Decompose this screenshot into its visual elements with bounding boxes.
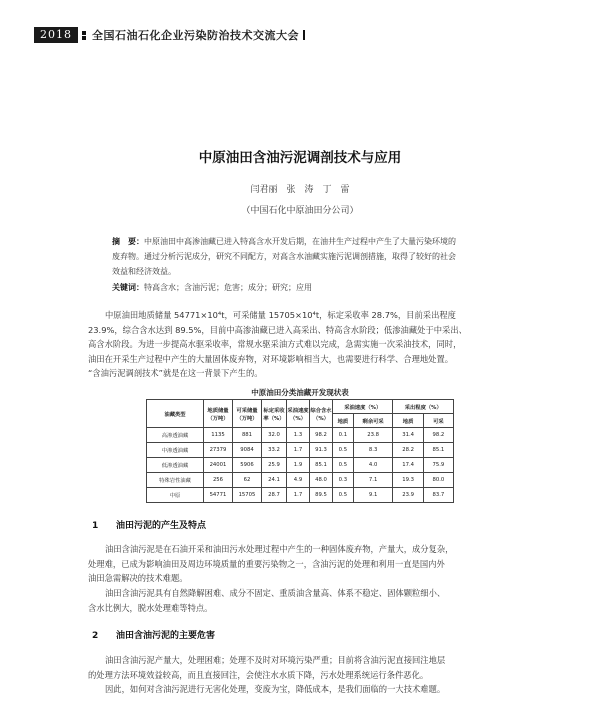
table-row bbox=[147, 428, 454, 443]
table-cell: 881 bbox=[233, 428, 262, 443]
table-cell: 27379 bbox=[204, 443, 233, 458]
page-header bbox=[34, 27, 305, 43]
table-cell: 7.1 bbox=[353, 473, 393, 488]
table-cell: 0.5 bbox=[333, 458, 354, 473]
text-line: 因此，如何对含油污泥进行无害化处理，变废为宝，降低成本，是我们面临的一大技术难题。 bbox=[105, 684, 446, 695]
text-line: 高含水阶段。为进一步提高水驱采收率，常规水驱采油方式难以完成，急需实施一次采油技术，同时， bbox=[88, 339, 462, 350]
header-squares-icon bbox=[82, 30, 86, 41]
table-cell: 0.1 bbox=[333, 428, 354, 443]
col-header: 标定采收率（%） bbox=[262, 400, 287, 428]
section-1-paragraph-1 bbox=[88, 542, 518, 586]
table-cell: 中原 bbox=[147, 488, 204, 503]
col-header: 综合含水（%） bbox=[310, 400, 333, 428]
table-cell: 75.9 bbox=[423, 458, 453, 473]
table-cell: 28.7 bbox=[262, 488, 287, 503]
sub-header: 地质 bbox=[333, 414, 354, 428]
text-line: 油田含油污泥产量大，处理困难；处理不及时对环境污染严重；目前将含油污泥直接回注地层 bbox=[105, 655, 446, 665]
table-cell: 80.0 bbox=[423, 473, 453, 488]
section-number: 2 bbox=[92, 631, 99, 641]
keywords bbox=[112, 280, 486, 295]
table-row bbox=[147, 473, 454, 488]
text-line: 中原油田地质储量 54771×10⁴t，可采储量 15705×10⁴t，标定采收率 28.7%，目前采出程度 bbox=[105, 310, 456, 320]
table-cell: 15705 bbox=[233, 488, 262, 503]
article-authors: 闫君丽 张 涛 丁 雷 bbox=[250, 185, 350, 195]
table-cell: 31.4 bbox=[393, 428, 423, 443]
col-header: 地质储量（万吨） bbox=[204, 400, 233, 428]
text-line: 油田在开采生产过程中产生的大量固体废弃物，对环境影响相当大，也需要进行科学、合理地处置。 bbox=[88, 353, 454, 364]
keywords-label: 关键词： bbox=[112, 283, 144, 292]
abstract-line: 中原油田中高渗油藏已进入特高含水开发后期，在油井生产过程中产生了大量污染环境的 bbox=[144, 237, 456, 246]
abstract bbox=[112, 234, 486, 279]
header-end-bar-icon bbox=[303, 30, 305, 40]
table-cell: 低渗透油藏 bbox=[147, 458, 204, 473]
keywords-text: 特高含水；含油污泥；危害；成分；研究；应用 bbox=[144, 283, 312, 292]
col-header: 油藏类型 bbox=[147, 400, 204, 428]
table-row bbox=[147, 488, 454, 503]
section-heading-2 bbox=[92, 628, 215, 641]
table-cell: 4.0 bbox=[353, 458, 393, 473]
table-cell: 62 bbox=[233, 473, 262, 488]
table-cell: 23.8 bbox=[353, 428, 393, 443]
table-cell: 0.3 bbox=[333, 473, 354, 488]
section-2-paragraph-1 bbox=[88, 653, 518, 697]
article-affiliation: （中国石化中原油田分公司） bbox=[241, 206, 359, 216]
table-cell: 特殊岩性油藏 bbox=[147, 473, 204, 488]
abstract-label: 摘 要： bbox=[112, 237, 144, 246]
table-cell: 98.2 bbox=[423, 428, 453, 443]
table-cell: 高渗透油藏 bbox=[147, 428, 204, 443]
table-cell: 17.4 bbox=[393, 458, 423, 473]
table-cell: 24001 bbox=[204, 458, 233, 473]
table-cell: 83.7 bbox=[423, 488, 453, 503]
table-cell: 5906 bbox=[233, 458, 262, 473]
table-cell: 0.5 bbox=[333, 488, 354, 503]
table-cell: 9084 bbox=[233, 443, 262, 458]
col-header: 可采储量（万吨） bbox=[233, 400, 262, 428]
abstract-line: 效益和经济效益。 bbox=[112, 267, 176, 276]
table-cell: 91.3 bbox=[310, 443, 333, 458]
table-cell: 89.5 bbox=[310, 488, 333, 503]
table-cell: 85.1 bbox=[423, 443, 453, 458]
col-header: 采出程度（%） bbox=[393, 400, 454, 414]
table-cell: 1.7 bbox=[287, 488, 310, 503]
section-number: 1 bbox=[92, 521, 99, 531]
intro-paragraph bbox=[88, 308, 518, 381]
table-title: 中原油田分类油藏开发现状表 bbox=[251, 388, 349, 397]
table-cell: 19.3 bbox=[393, 473, 423, 488]
table-cell: 32.0 bbox=[262, 428, 287, 443]
table-cell: 1.3 bbox=[287, 428, 310, 443]
table-cell: 1.9 bbox=[287, 458, 310, 473]
table-cell: 98.2 bbox=[310, 428, 333, 443]
sub-header: 地质 bbox=[393, 414, 423, 428]
table-cell: 8.3 bbox=[353, 443, 393, 458]
table-cell: 0.5 bbox=[333, 443, 354, 458]
table-row bbox=[147, 443, 454, 458]
abstract-line: 废弃物。通过分析污泥成分，研究不同配方，对高含水油藏实施污泥调剖措施，取得了较好的社会 bbox=[112, 252, 456, 261]
table-cell: 9.1 bbox=[353, 488, 393, 503]
text-line: “含油污泥调剖技术”就是在这一背景下产生的。 bbox=[88, 368, 263, 379]
table-cell: 1.7 bbox=[287, 443, 310, 458]
table-cell: 48.0 bbox=[310, 473, 333, 488]
section-1-paragraph-2 bbox=[88, 586, 518, 615]
reservoir-table bbox=[146, 399, 454, 503]
section-title: 油田污泥的产生及特点 bbox=[116, 521, 207, 531]
text-line: 油田含油污泥具有自然降解困难、成分不固定、重质油含量高、体系不稳定、固体颗粒细小、 bbox=[105, 588, 446, 598]
sub-header: 剩余可采 bbox=[353, 414, 393, 428]
table-row bbox=[147, 458, 454, 473]
table-cell: 28.2 bbox=[393, 443, 423, 458]
text-line: 23.9%，综合含水达到 89.5%，目前中高渗油藏已进入高采出、特高含水阶段；低渗油藏处于中采出、 bbox=[88, 324, 467, 335]
table-cell: 23.9 bbox=[393, 488, 423, 503]
table-cell: 1135 bbox=[204, 428, 233, 443]
col-header: 采油速度（%） bbox=[287, 400, 310, 428]
article-title: 中原油田含油污泥调剖技术与应用 bbox=[198, 150, 402, 166]
table-cell: 4.9 bbox=[287, 473, 310, 488]
text-line: 处理难，已成为影响油田及周边环境质量的重要污染物之一，含油污泥的处理和利用一直是国内外 bbox=[88, 558, 445, 569]
table-cell: 33.2 bbox=[262, 443, 287, 458]
section-title: 油田含油污泥的主要危害 bbox=[116, 631, 216, 641]
text-line: 油田含油污泥是在石油开采和油田污水处理过程中产生的一种固体废弃物，产量大，成分复杂， bbox=[105, 544, 454, 554]
table-cell: 25.9 bbox=[262, 458, 287, 473]
section-heading-1 bbox=[92, 518, 206, 531]
text-line: 含水比例大，脱水处理难等特点。 bbox=[88, 602, 213, 613]
table-cell: 256 bbox=[204, 473, 233, 488]
text-line: 油田急需解决的技术难题。 bbox=[88, 573, 188, 584]
header-year: 2018 bbox=[34, 27, 78, 43]
table-cell: 中渗透油藏 bbox=[147, 443, 204, 458]
sub-header: 可采 bbox=[423, 414, 453, 428]
text-line: 的处理方法环境效益较高，而且直接回注，会使注水水质下降，污水处理系统运行条件恶化。 bbox=[88, 669, 429, 680]
header-conference: 全国石油石化企业污染防治技术交流大会 bbox=[92, 29, 299, 42]
col-header: 采油速度（%） bbox=[333, 400, 393, 414]
table-cell: 85.1 bbox=[310, 458, 333, 473]
table-cell: 24.1 bbox=[262, 473, 287, 488]
table-cell: 54771 bbox=[204, 488, 233, 503]
